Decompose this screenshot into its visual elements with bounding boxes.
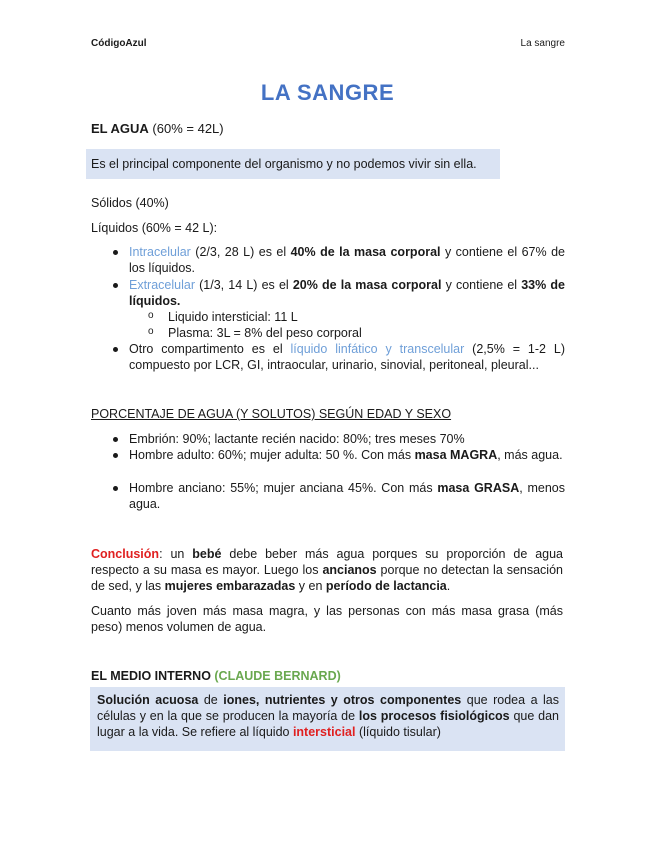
term-intracelular: Intracelular bbox=[129, 245, 191, 259]
conclusion-label: Conclusión bbox=[91, 547, 160, 561]
medio-s3: iones, nutrientes y otros componentes bbox=[223, 693, 462, 707]
section-heading-porcentaje: PORCENTAJE DE AGUA (Y SOLUTOS) SEGÚN EDAD Y SEXO bbox=[91, 407, 452, 421]
adulto-bold: masa MAGRA bbox=[414, 448, 498, 462]
anciano-text-1: Hombre anciano: 55%; mujer anciana 45%. Con más bbox=[129, 481, 438, 495]
conclusion-mujeres: mujeres embarazadas bbox=[164, 579, 296, 593]
section-heading-agua bbox=[91, 121, 224, 137]
conclusion-text-4: y en bbox=[295, 579, 326, 593]
conclusion-paragraph bbox=[91, 546, 563, 594]
section-heading-medio bbox=[91, 668, 341, 684]
conclusion-ancianos: ancianos bbox=[322, 563, 377, 577]
list-item-anciano bbox=[129, 480, 565, 512]
sub-item-intersticial: Liquido intersticial: 11 L bbox=[168, 310, 298, 324]
extracelular-bold-1: 20% de la masa corporal bbox=[292, 278, 442, 292]
bullet-icon bbox=[113, 283, 118, 288]
term-extracelular: Extracelular bbox=[129, 278, 195, 292]
anciano-text-2: , menos agua. bbox=[129, 481, 565, 511]
conclusion-bebe: bebé bbox=[192, 547, 222, 561]
conclusion-text-1: : un bbox=[159, 547, 193, 561]
medio-s4: que rodea a las células y en la que se producen la mayoría de bbox=[97, 693, 559, 723]
medio-s6: que dan lugar a la vida. Se refiere al líquido bbox=[97, 709, 559, 739]
extracelular-text-2: y contiene el bbox=[441, 278, 522, 292]
linfatico-text-1: Otro compartimento es el bbox=[129, 342, 291, 356]
medio-definition bbox=[97, 692, 559, 740]
medio-s7: intersticial bbox=[292, 725, 356, 739]
solidos-line: Sólidos (40%) bbox=[91, 196, 169, 210]
header-section: La sangre bbox=[520, 38, 565, 49]
medio-s1: Solución acuosa bbox=[97, 693, 199, 707]
list-item-linfatico bbox=[129, 341, 565, 373]
liquidos-line: Líquidos (60% = 42 L): bbox=[91, 221, 218, 235]
adulto-text-2: , más agua. bbox=[497, 448, 563, 462]
adulto-text-1: Hombre adulto: 60%; mujer adulta: 50 %. Con más bbox=[129, 448, 415, 462]
bullet-icon bbox=[113, 437, 118, 442]
medio-s2: de bbox=[198, 693, 224, 707]
agua-box-text: Es el principal componente del organismo y no podemos vivir sin ella. bbox=[91, 157, 477, 171]
list-item-embrion: Embrión: 90%; lactante recién nacido: 80%; tres meses 70% bbox=[129, 432, 465, 446]
conclusion-text-5: . bbox=[446, 579, 451, 593]
extracelular-text-1: (1/3, 14 L) es el bbox=[195, 278, 293, 292]
bullet-icon bbox=[113, 453, 118, 458]
intracelular-text-2: y contiene el 67% de los líquidos. bbox=[129, 245, 565, 275]
masa-paragraph: Cuanto más joven más masa magra, y las personas con más masa grasa (más peso) menos volumen de agua. bbox=[91, 604, 563, 634]
header-brand: CódigoAzul bbox=[91, 38, 147, 49]
medio-s5: los procesos fisiológicos bbox=[358, 709, 510, 723]
extracelular-bold-2: 33% de líquidos. bbox=[129, 278, 565, 308]
heading-agua-label: EL AGUA bbox=[91, 121, 149, 136]
list-item-extracelular bbox=[129, 277, 565, 309]
conclusion-text-2: debe beber más agua porques su proporción de agua respecto a su masa es mayor. Luego los bbox=[91, 547, 563, 577]
anciano-bold: masa GRASA bbox=[437, 481, 520, 495]
page-title: LA SANGRE bbox=[260, 80, 395, 105]
sub-item-plasma: Plasma: 3L = 8% del peso corporal bbox=[168, 326, 362, 340]
list-item-adulto bbox=[129, 447, 565, 463]
heading-medio-label: EL MEDIO INTERNO bbox=[91, 669, 215, 683]
sub-bullet-icon: o bbox=[148, 310, 154, 321]
conclusion-text-3: porque no detectan la sensación de sed, y las bbox=[91, 563, 563, 593]
term-linfatico: líquido linfático y transcelular bbox=[290, 342, 465, 356]
heading-medio-author: (CLAUDE BERNARD) bbox=[214, 669, 341, 683]
conclusion-lactancia: período de lactancia bbox=[325, 579, 447, 593]
bullet-icon bbox=[113, 250, 118, 255]
list-item-intracelular bbox=[129, 244, 565, 276]
bullet-icon bbox=[113, 486, 118, 491]
medio-s8: (líquido tisular) bbox=[355, 725, 441, 739]
intracelular-bold: 40% de la masa corporal bbox=[290, 245, 441, 259]
intracelular-text-1: (2/3, 28 L) es el bbox=[190, 245, 291, 259]
bullet-icon bbox=[113, 347, 118, 352]
linfatico-text-2: (2,5% = 1-2 L) compuesto por LCR, GI, intraocular, urinario, sinovial, peritoneal, pleural... bbox=[129, 342, 566, 372]
heading-agua-value: (60% = 42L) bbox=[152, 121, 224, 136]
sub-bullet-icon: o bbox=[148, 326, 154, 337]
